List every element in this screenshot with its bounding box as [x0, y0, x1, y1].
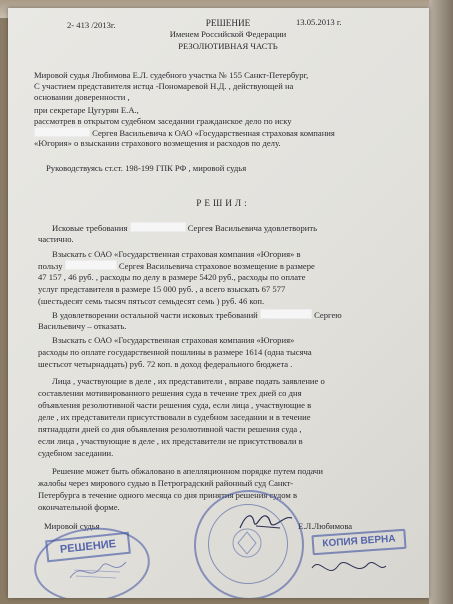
p5-line-1: Лица , участвующие в деле , их представители , вправе подать заявление о [52, 376, 325, 386]
p5-line-6: если лица , участвующие в деле , их представители не присутствовали в [38, 436, 303, 446]
intro-line-5: рассмотрев в открытом судебном заседании гражданское дело по иску [34, 116, 292, 126]
redacted-name [260, 309, 312, 319]
redacted-name [130, 222, 186, 232]
p6-line-2: жалобы через мирового судью в Петроградский районный суд Санкт- [38, 478, 294, 488]
document-subtitle: Именем Российской Федерации [169, 29, 287, 39]
document-title: РЕШЕНИЕ [205, 18, 251, 28]
p5-line-4: деле , их представители присутствовали в судебном заседании и в течение [38, 412, 311, 422]
court-decision-page [8, 8, 429, 598]
p4-line-1: Взыскать с ОАО «Государственная страховая компания «Югория» [52, 335, 295, 345]
signature-judge-title: Мировой судья [44, 521, 100, 531]
p2-line-4: услуг представителя в размере 15 000 руб. , а всего взыскать 67 577 [38, 284, 286, 294]
p3-line-2: Васильевичу – отказать. [38, 321, 127, 331]
p6-line-1: Решение может быть обжаловано в апелляционном порядке путем подачи [52, 466, 323, 476]
case-number: 2- 413 /2013г. [67, 20, 116, 30]
p5-line-7: судебном заседании. [38, 448, 114, 458]
p2-line-2-b: Сергея Васильевича страховое возмещение в размере [118, 261, 315, 271]
p1-line-2: частично. [38, 234, 74, 244]
p2-line-2 [38, 260, 315, 271]
p3-line-1-b: Сергею [314, 310, 342, 320]
background-right [429, 0, 453, 604]
intro-line-7: «Югория» о взыскании страхового возмещения и расходов по делу. [34, 138, 281, 148]
p5-line-5: пятнадцати дней со дня объявления резолютивной части решения суда , [38, 424, 302, 434]
document-part: РЕЗОЛЮТИВНАЯ ЧАСТЬ [178, 41, 278, 51]
intro-line-8: Руководствуясь ст.ст. 198-199 ГПК РФ , мировой судья [46, 163, 247, 173]
stamp-copy-verified-box: КОПИЯ ВЕРНА [311, 529, 406, 556]
redacted-name [65, 260, 117, 270]
p1-line-1-a: Исковые требования [52, 223, 128, 233]
p1-line-1-b: Сергея Васильевича удовлетворить [187, 223, 318, 233]
p2-line-3: 47 157 , 46 руб. , расходы по делу в размере 5420 руб., расходы по оплате [38, 272, 306, 282]
intro-line-6-text: Сергея Васильевича к ОАО «Государственная страховая компания [92, 128, 335, 138]
p4-line-3: шестьсот четырнадцать) руб. 72 коп. в доход федерального бюджета . [38, 359, 293, 369]
p2-line-5: (шестьдесят семь тысяч пятьсот семьдесят семь ) руб. 46 коп. [38, 296, 265, 306]
p5-line-2: составлении мотивированного решения суда в течение трех дней со дня [38, 388, 302, 398]
stamp-decision-box: РЕШЕНИЕ [45, 532, 131, 563]
redacted-name [34, 127, 90, 137]
signature-judge-name: Е.Л.Любимова [298, 521, 353, 531]
p3-line-1-a: В удовлетворении остальной части исковых требований [52, 310, 258, 320]
p2-line-2-a: пользу [38, 261, 63, 271]
intro-line-2: С участием представителя истца -Пономаревой Н.Д. , действующей на [34, 81, 294, 91]
p5-line-3: объявления резолютивной части решения суда, если лица , участвующие в [38, 400, 312, 410]
p6-line-3: Петербурга в течение одного месяца со дня принятия решения судом в [38, 490, 298, 500]
p3-line-1 [52, 309, 342, 320]
p6-line-4: окончательной форме. [38, 502, 120, 512]
stamp-inner-scribble [68, 556, 128, 586]
p4-line-2: расходы по оплате государственной пошлины в размере 1614 (одна тысяча [38, 347, 312, 357]
intro-line-3: основании доверенности , [34, 92, 130, 102]
decision-date: 13.05.2013 г. [296, 17, 342, 27]
decided-heading: РЕШИЛ: [196, 198, 250, 208]
seal-emblem-icon [214, 510, 280, 576]
copy-verified-signature [308, 554, 388, 584]
intro-line-4: при секретаре Цугурян Е.А., [34, 105, 139, 115]
p1-line-1 [52, 222, 317, 233]
p2-line-1: Взыскать с ОАО «Государственная страховая компания «Югория» в [52, 249, 301, 259]
intro-line-1: Мировой судья Любимова Е.Л. судебного участка № 155 Санкт-Петербург, [34, 70, 309, 80]
intro-line-6 [34, 127, 335, 138]
